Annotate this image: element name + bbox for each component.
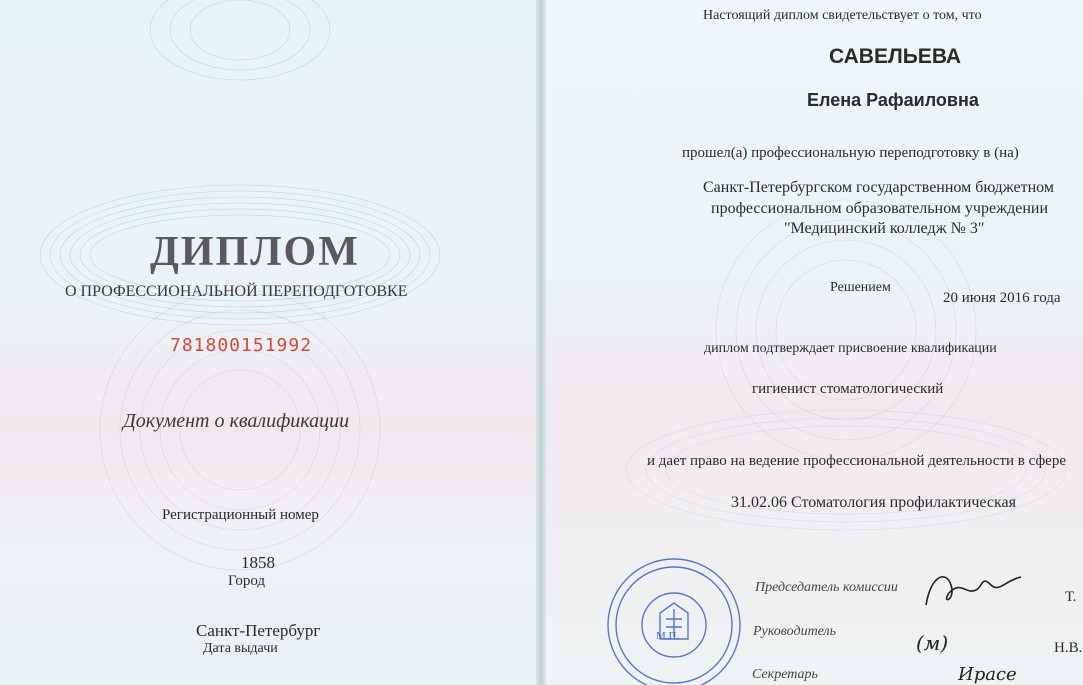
holder-given-names: Елена Рафаиловна [807, 90, 979, 110]
institution-line-3: "Медицинский колледж № 3" [784, 220, 985, 237]
stamp-center-text: М.П. [656, 630, 680, 642]
completed-text: прошел(а) профессиональную переподготовку в (на) [682, 145, 1019, 161]
diploma-content-page [546, 0, 1083, 685]
holder-surname: САВЕЛЬЕВА [829, 45, 962, 68]
official-stamp [596, 553, 751, 685]
head-label: Руководитель [753, 624, 837, 639]
head-initials: Н.В. [1054, 640, 1083, 656]
right-to-practice-text: и дает право на ведение профессиональной деятельности в сфере [647, 453, 1066, 469]
intro-text: Настоящий диплом свидетельствует о том, что [703, 8, 982, 23]
city-value: Санкт-Петербург [196, 621, 321, 640]
institution-line-1: Санкт-Петербургском государственном бюджетном [703, 179, 1054, 196]
qualification-value: гигиенист стоматологический [752, 381, 944, 397]
diploma-title: ДИПЛОМ [150, 229, 360, 275]
document-label: Документ о квалификации [123, 410, 350, 432]
chair-label: Председатель комиссии [755, 580, 898, 595]
decision-label: Решением [830, 280, 891, 295]
institution-line-2: профессиональном образовательном учреждении [711, 200, 1049, 217]
serial-number: 781800151992 [170, 335, 313, 356]
secretary-signature: Ирасе [958, 664, 1017, 685]
registration-label: Регистрационный номер [162, 507, 319, 523]
diploma-cover-page [0, 0, 538, 685]
registration-number: 1858 [241, 553, 275, 572]
chair-initials: Т. [1065, 589, 1077, 605]
head-signature: (м) [916, 631, 949, 655]
secretary-label: Секретарь [752, 667, 818, 682]
diploma-subtitle: О ПРОФЕССИОНАЛЬНОЙ ПЕРЕПОДГОТОВКЕ [65, 283, 408, 300]
city-label: Город [228, 573, 266, 589]
qualification-confirmation: диплом подтверждает присвоение квалификации [704, 341, 997, 356]
decision-date: 20 июня 2016 года [943, 290, 1061, 306]
chair-signature [921, 565, 1031, 615]
issue-date-label: Дата выдачи [203, 641, 278, 656]
specialty-value: 31.02.06 Стоматология профилактическая [731, 494, 1017, 511]
